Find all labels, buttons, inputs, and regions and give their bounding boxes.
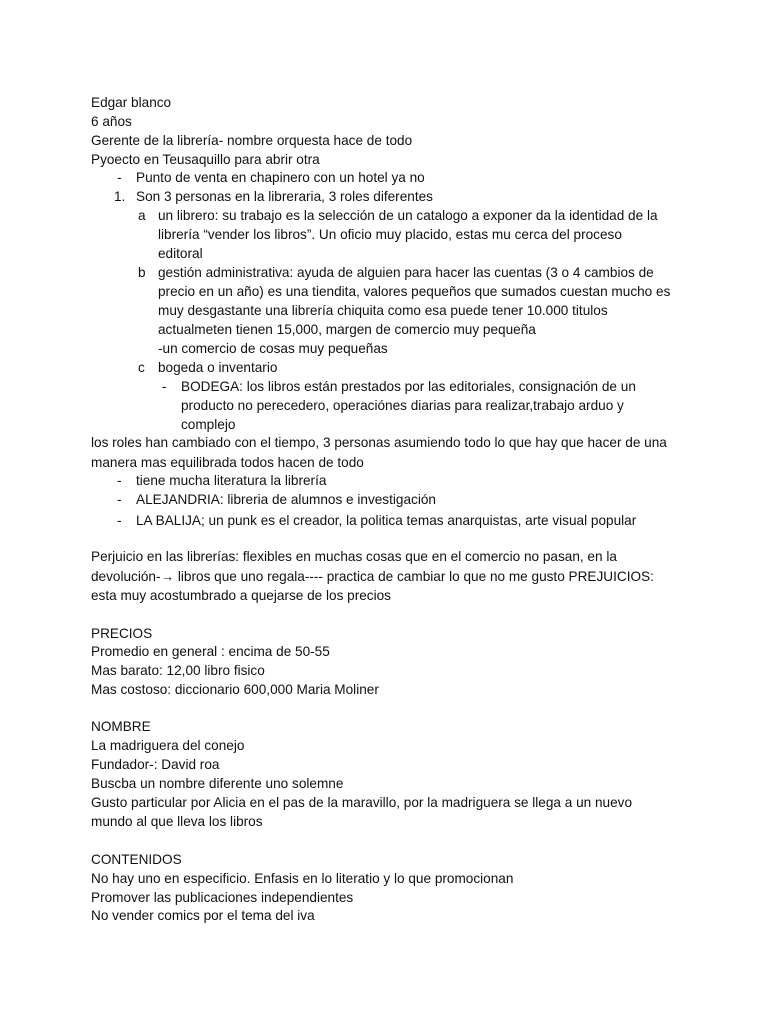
list-marker: - <box>162 379 167 394</box>
list-marker: - <box>117 170 122 185</box>
text-line: No vender comics por el tema del iva <box>91 908 315 923</box>
text-line: gestión administrativa: ayuda de alguien para hacer las cuentas (3 o 4 cambios de <box>158 265 654 280</box>
text-line: Buscba un nombre diferente uno solemne <box>91 776 344 791</box>
text-line: Mas barato: 12,00 libro fisico <box>91 663 265 678</box>
list-marker: a <box>138 208 146 223</box>
list-marker: - <box>117 473 122 488</box>
text-line: Promedio en general : encima de 50-55 <box>91 644 330 659</box>
list-marker: c <box>138 360 145 375</box>
text-line: Edgar blanco <box>91 95 172 110</box>
text-line: No hay uno en especificio. Enfasis en lo literatio y lo que promocionan <box>91 871 514 886</box>
text-line: Mas costoso: diccionario 600,000 Maria Moliner <box>91 682 379 697</box>
text-line: devolución-→ libros que uno regala---- practica de cambiar lo que no me gusto PREJUICIOS: <box>91 569 654 584</box>
text-line: Gerente de la librería- nombre orquesta hace de todo <box>91 133 413 148</box>
text-line: ALEJANDRIA: libreria de alumnos e investigación <box>136 492 436 507</box>
text-line: La madriguera del conejo <box>91 738 245 753</box>
text-line: actualmeten tienen 15,000, margen de comercio muy pequeña <box>158 322 536 337</box>
text-line: -un comercio de cosas muy pequeñas <box>158 341 388 356</box>
text-line: manera mas equilibrada todos hacen de todo <box>91 455 364 470</box>
list-marker: b <box>138 265 146 280</box>
text-line: mundo al que lleva los libros <box>91 814 263 829</box>
text-line: esta muy acostumbrado a quejarse de los precios <box>91 588 391 603</box>
text-line: Promover las publicaciones independientes <box>91 890 354 905</box>
section-heading: NOMBRE <box>91 719 151 734</box>
section-heading: CONTENIDOS <box>91 852 182 867</box>
text-line: Gusto particular por Alicia en el pas de la maravillo, por la madriguera se llega a un nuevo <box>91 795 633 810</box>
list-marker: - <box>117 513 122 528</box>
text-line: los roles han cambiado con el tiempo, 3 personas asumiendo todo lo que hay que hacer de una <box>91 435 667 450</box>
text-line: precio en un año) es una tiendita, valores pequeños que sumados cuestan mucho es <box>158 284 671 299</box>
text-line: librería “vender los libros”. Un oficio muy placido, estas mu cerca del proceso <box>158 227 622 242</box>
text-line: complejo <box>181 417 236 432</box>
text-line: un librero: su trabajo es la selección de un catalogo a exponer da la identidad de la <box>158 208 658 223</box>
text-line: muy desgastante una librería chiquita como esa puede tener 10.000 titulos <box>158 303 608 318</box>
text-line: Punto de venta en chapinero con un hotel ya no <box>136 170 425 185</box>
text-line: Perjuicio en las librerías: flexibles en muchas cosas que en el comercio no pasan, en la <box>91 549 617 564</box>
text-line: producto no perecedero, operaciónes diarias para realizar,trabajo arduo y <box>181 398 624 413</box>
list-marker: - <box>117 492 122 507</box>
list-marker: 1. <box>114 189 126 204</box>
section-heading: PRECIOS <box>91 626 153 641</box>
text-line: bogeda o inventario <box>158 360 278 375</box>
text-line: Fundador-: David roa <box>91 757 220 772</box>
text-line: editoral <box>158 246 203 261</box>
text-line: 6 años <box>91 114 132 129</box>
text-line: LA BALIJA; un punk es el creador, la politica temas anarquistas, arte visual popular <box>136 513 637 528</box>
text-line: tiene mucha literatura la librería <box>136 473 327 488</box>
text-line: Pyoecto en Teusaquillo para abrir otra <box>91 152 320 167</box>
text-line: Son 3 personas en la libreraria, 3 roles diferentes <box>136 189 433 204</box>
text-line: BODEGA: los libros están prestados por las editoriales, consignación de un <box>181 379 636 394</box>
